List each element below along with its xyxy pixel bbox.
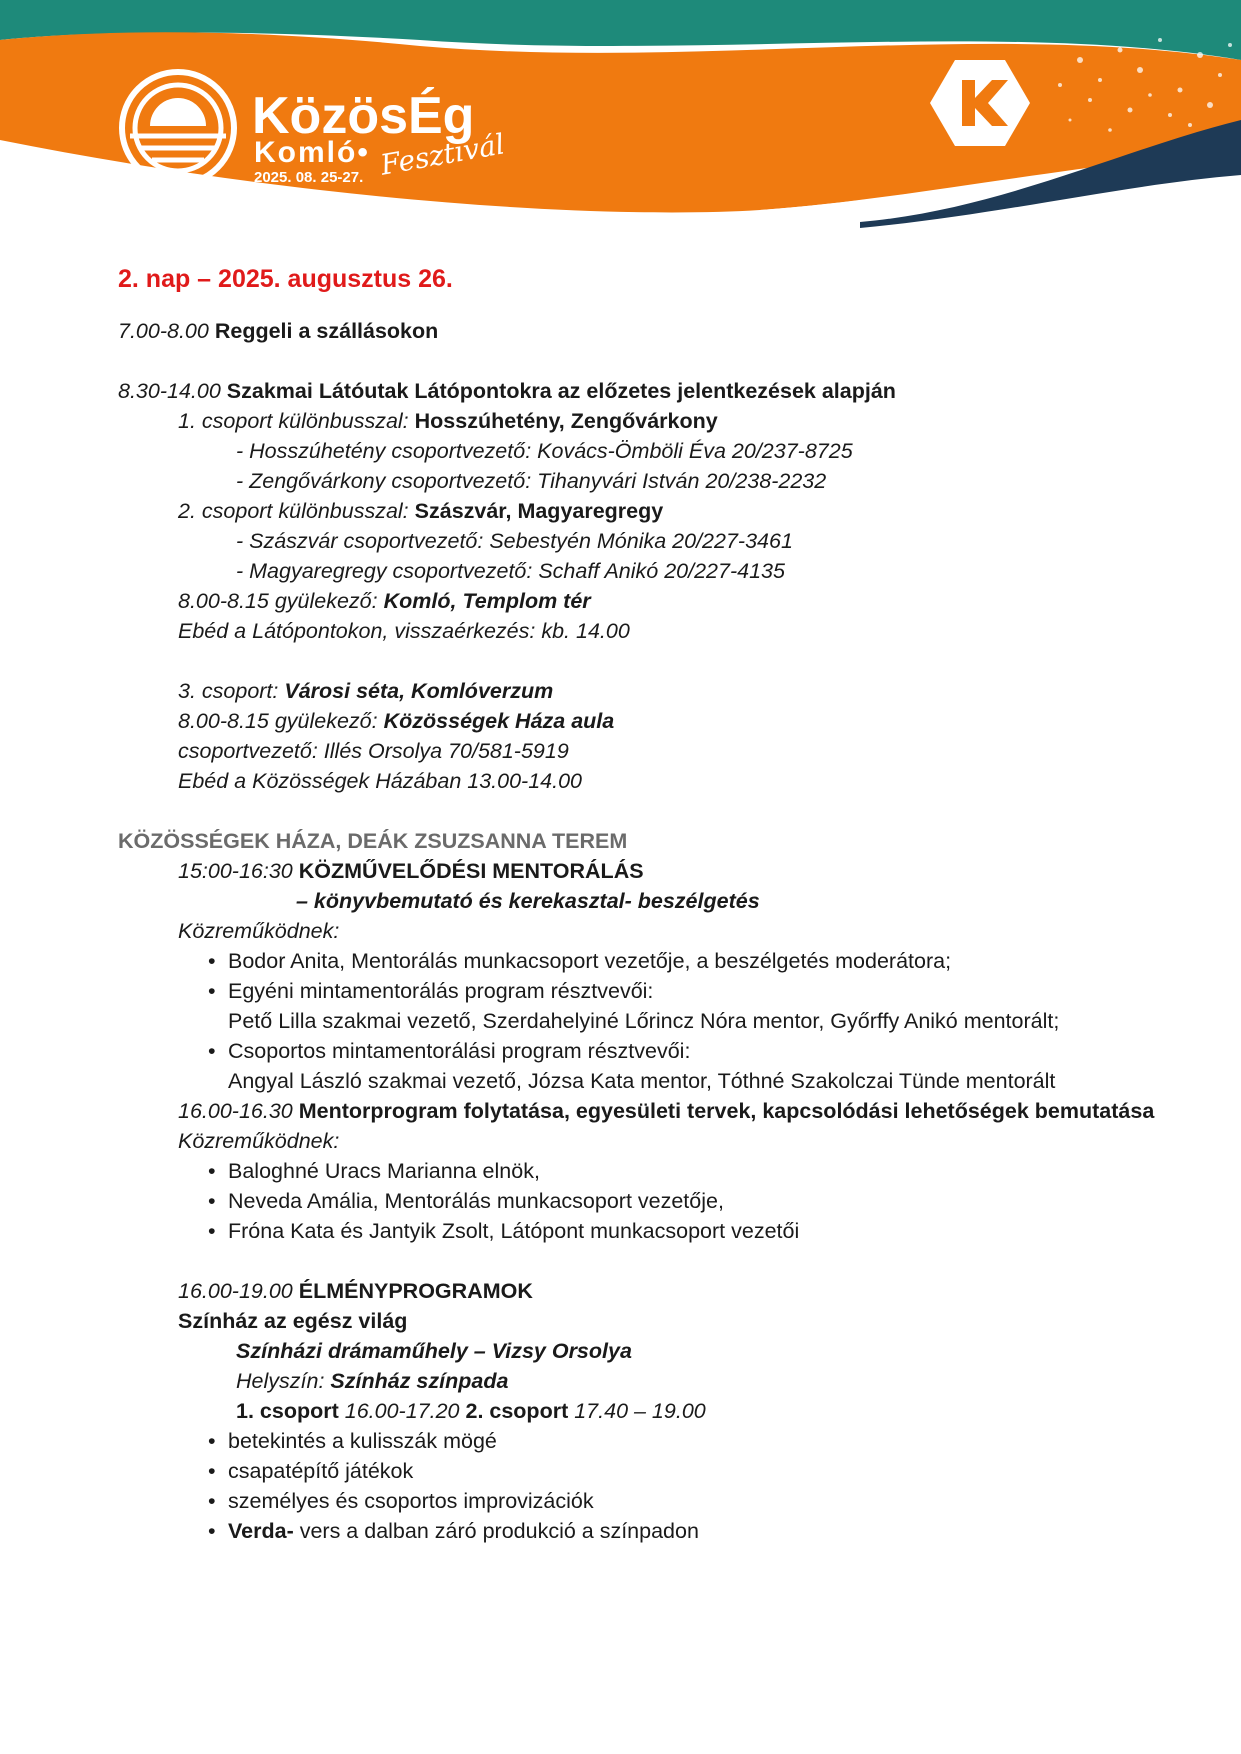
group3-lunch: Ebéd a Közösségek Házában 13.00-14.00 xyxy=(178,769,583,793)
group3-place: Városi séta, Komlóverzum xyxy=(284,679,554,703)
mentorprogram-label: Mentorprogram folytatása, egyesületi tervek, kapcsolódási lehetőségek bemutatása xyxy=(298,1099,1155,1123)
breakfast-time: 7.00-8.00 xyxy=(118,319,209,343)
group2-leader-1: - Szászvár csoportvezető: Sebestyén Mónika 20/227-3461 xyxy=(236,529,793,553)
experience-label: ÉLMÉNYPROGRAMOK xyxy=(298,1279,533,1303)
list-item: • Fróna Kata és Jantyik Zsolt, Látópont munkacsoport vezetői xyxy=(178,1216,1198,1246)
logo-title: KözösÉg xyxy=(252,87,475,145)
group1-leader-1: - Hosszúhetény csoportvezető: Kovács-Ömböli Éva 20/237-8725 xyxy=(236,439,853,463)
list-item: • Bodor Anita, Mentorálás munkacsoport vezetője, a beszélgetés moderátora; xyxy=(178,946,1198,976)
g1-label: 1. csoport xyxy=(236,1399,339,1423)
meet-row xyxy=(118,586,1198,616)
day-title: 2. nap – 2025. augusztus 26. xyxy=(118,265,453,293)
list-item: • Baloghné Uracs Marianna elnök, xyxy=(178,1156,1198,1186)
group3-leader: csoportvezető: Illés Orsolya 70/581-5919 xyxy=(178,739,569,763)
group1-row xyxy=(118,406,1198,436)
experience-groups-row xyxy=(118,1396,1198,1426)
group1-prefix: 1. csoport különbusszal: xyxy=(178,409,409,433)
logo-subtitle: Komló• xyxy=(254,136,370,169)
experience-row xyxy=(118,1276,1198,1306)
g1-time: 16.00-17.20 xyxy=(344,1399,460,1423)
tours-row xyxy=(118,376,1198,406)
experience-workshop: Színházi drámaműhely – Vizsy Orsolya xyxy=(236,1339,632,1363)
logo-date: 2025. 08. 25-27. xyxy=(254,169,364,186)
g2-label: 2. csoport xyxy=(465,1399,569,1423)
list-item: • betekintés a kulisszák mögé xyxy=(178,1426,1198,1456)
breakfast-label: Reggeli a szállásokon xyxy=(214,319,439,343)
breakfast-row xyxy=(118,316,1198,346)
group2-leader-2: - Magyaregregy csoportvezető: Schaff Anikó 20/227-4135 xyxy=(236,559,785,583)
schedule-content xyxy=(118,262,1198,1546)
group1-places: Hosszúhetény, Zengővárkony xyxy=(414,409,718,433)
section-heading: KÖZÖSSÉGEK HÁZA, DEÁK ZSUZSANNA TEREM xyxy=(118,829,628,853)
mentoring-label: KÖZMŰVELŐDÉSI MENTORÁLÁS xyxy=(298,859,644,883)
group3-meet-place: Közösségek Háza aula xyxy=(383,709,615,733)
list-item: • Neveda Amália, Mentorálás munkacsoport vezetője, xyxy=(178,1186,1198,1216)
list-item: • Verda- vers a dalban záró produkció a színpadon xyxy=(178,1516,1198,1546)
list-item: • személyes és csoportos improvizációk xyxy=(178,1486,1198,1516)
meet-prefix: 8.00-8.15 gyülekező: xyxy=(178,589,378,613)
tours-time: 8.30-14.00 xyxy=(118,379,221,403)
venue-name: Színház színpada xyxy=(330,1369,509,1393)
page-header xyxy=(0,0,1241,240)
experience-subtitle: Színház az egész világ xyxy=(178,1309,408,1333)
group3-meet-row xyxy=(118,706,1198,736)
group3-meet-prefix: 8.00-8.15 gyülekező: xyxy=(178,709,378,733)
group3-row xyxy=(118,676,1198,706)
list-item: • Csoportos mintamentorálási program résztvevői: Angyal László szakmai vezető, Józsa Kata mentor, Tóthné Szakolczai Tünde mentorált xyxy=(178,1036,1198,1096)
group2-row xyxy=(118,496,1198,526)
mentoring-sublabel: – könyvbemutató és kerekasztal- beszélgetés xyxy=(296,889,760,913)
experience-time: 16.00-19.00 xyxy=(178,1279,293,1303)
group3-prefix: 3. csoport: xyxy=(178,679,279,703)
list-item: • csapatépítő játékok xyxy=(178,1456,1198,1486)
header-wave-graphic xyxy=(0,0,1241,240)
mentoring-time: 15:00-16:30 xyxy=(178,859,293,883)
group1-leader-2: - Zengővárkony csoportvezető: Tihanyvári István 20/238-2232 xyxy=(236,469,827,493)
group2-places: Szászvár, Magyaregregy xyxy=(414,499,664,523)
mentorprogram-list xyxy=(118,1156,1198,1246)
meet-place: Komló, Templom tér xyxy=(383,589,591,613)
logo-script: Fesztivál xyxy=(377,127,508,182)
experience-list xyxy=(118,1426,1198,1546)
mentorprogram-time: 16.00-16.30 xyxy=(178,1099,293,1123)
mentorprogram-row xyxy=(118,1096,1198,1126)
experience-venue-row xyxy=(118,1366,1198,1396)
list-item: • Egyéni mintamentorálás program résztvevői: Pető Lilla szakmai vezető, Szerdahelyiné Lőrincz Nóra mentor, Győrffy Anikó mentorált; xyxy=(178,976,1198,1036)
tours-lunch: Ebéd a Látópontokon, visszaérkezés: kb. 14.00 xyxy=(178,619,630,643)
tours-label: Szakmai Látóutak Látópontokra az előzetes jelentkezések alapján xyxy=(226,379,896,403)
mentoring-contrib: Közreműködnek: xyxy=(178,919,340,943)
mentoring-list xyxy=(118,946,1198,1096)
g2-time: 17.40 – 19.00 xyxy=(574,1399,706,1423)
mentoring-row xyxy=(118,856,1198,886)
venue-prefix: Helyszín: xyxy=(236,1369,325,1393)
group2-prefix: 2. csoport különbusszal: xyxy=(178,499,409,523)
mentorprogram-contrib: Közreműködnek: xyxy=(178,1129,340,1153)
